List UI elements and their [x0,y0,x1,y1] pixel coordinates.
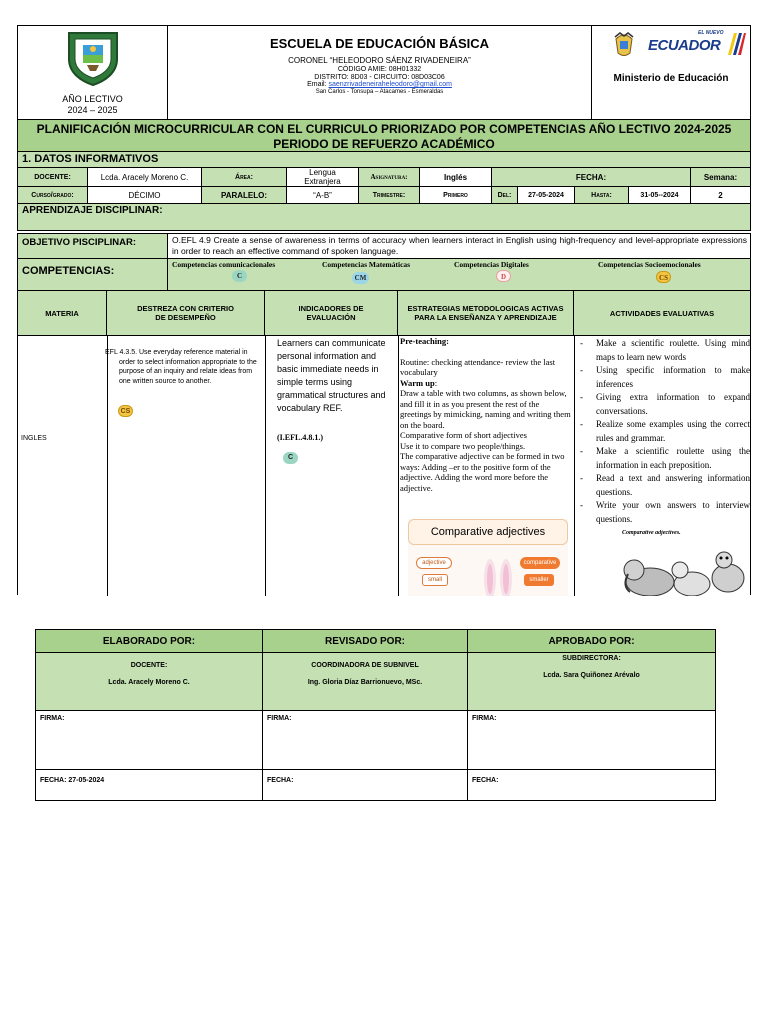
sig-col1-title: ELABORADO POR: [35,629,263,653]
actividad-item: - Write your own answers to interview questions. [576,499,750,526]
docente-label: DOCENTE: [17,167,88,187]
school-name: ESCUELA DE EDUCACIÓN BÁSICA [269,36,490,51]
smaller-tag: smaller [524,574,554,586]
fecha-label: FECHA: [491,167,691,187]
estrategia-paragraph-2: Comparative form of short adjectives [400,430,527,440]
sig-col3-firma [467,710,716,770]
sig-col3-firma-label: FIRMA: [472,715,497,722]
pre-teaching-title: Pre-teaching: [400,336,449,346]
sig-col2-role-cell [262,652,468,711]
aprendizaje-row [17,203,751,231]
competencia-digital-label: Competencias Digitales [454,260,529,269]
competencia-comunicacional-label: Competencias comunicacionales [172,260,276,269]
email-label: Email: [307,81,327,88]
sig-col2-fecha-label: FECHA: [267,777,294,784]
gov-logo-text: ECUADOR [648,37,721,54]
sig-col3-role-cell [467,652,716,711]
col-divider [398,336,399,596]
sig-col1-fecha-value: FECHA: 27-05-2024 [40,777,105,784]
destreza-competence-icon: CS [118,405,133,417]
asignatura-label: Asignatura: [358,167,420,187]
sig-col1-fecha [35,769,263,801]
datos-section-label: 1. DATOS INFORMATIVOS [22,153,159,165]
communication-competence-icon: C [232,270,247,282]
plan-period: PERIODO DE REFUERZO ACADÉMICO [273,137,495,151]
asignatura-value: Inglés [419,167,492,187]
sig-col3-fecha-label: FECHA: [472,777,499,784]
sig-col1-role-cell [35,652,263,711]
indicadores-ref: (I.EFL.4.8.1.) [277,433,323,442]
competencia-matematica [322,260,442,284]
semana-label: Semana: [690,167,751,187]
competencias-row [167,258,751,291]
digital-competence-icon: D [496,270,511,282]
socioemotional-competence-icon: CS [656,271,671,283]
sig-col3-role: SUBDIRECTORA: [562,655,621,662]
sig-col3-fecha [467,769,716,801]
warm-up-label: Warm up [400,377,435,388]
datos-section-title [17,151,751,168]
animals-illustration-icon [620,540,748,596]
aprendizaje-label: APRENDIZAJE DISCIPLINAR: [22,205,163,216]
comparative-image-title: Comparative adjectives [408,519,568,545]
school-year-caption [18,94,167,116]
gov-logo-small: EL NUEVO [698,30,724,36]
competencia-comunicacional [172,260,312,282]
small-tag: small [422,574,448,586]
routine-text: Routine: checking attendance- review the last vocabulary [400,356,556,377]
table-body-row [17,335,751,595]
objetivo-label: OBJETIVO PISCIPLINAR: [17,233,168,259]
indicadores-competence-icon: C [283,452,298,464]
actividad-item: - Using specific information to make inferences [576,364,750,391]
destreza-text: EFL 4.3.5. Use everyday reference material in order to select information appropriate to the purpose of an inquiry and relate ideas from one written source to another. [105,349,257,385]
paralelo-value: “A-B” [286,186,359,204]
sig-col2-firma-label: FIRMA: [267,715,292,722]
school-location: San Carlos - Tonsupa – Atacames - Esmeraldas [315,89,444,95]
header-school-cell [167,25,592,120]
area-value-line1: Lengua [309,168,336,177]
actividades-list [576,337,750,526]
header-logo-cell [17,25,168,120]
curso-value: DÉCIMO [87,186,202,204]
comparative-tag: comparative [520,557,560,569]
sig-col2-fecha [262,769,468,801]
col-header-materia: MATERIA [17,290,107,336]
district-info: DISTRITO: 8D03 - CIRCUITO: 08D03C06 [314,74,445,81]
gov-logo [646,30,746,55]
competencia-digital [454,260,574,282]
col-header-estrategias: ESTRATEGIAS METODOLOGICAS ACTIVAS PARA LA ENSEÑANZA Y APRENDIZAJE [397,290,574,336]
sig-col2-name: Ing. Gloria Díaz Barrionuevo, MSc. [307,679,423,686]
warm-up-title [400,378,572,389]
actividad-item: - Read a text and answering information questions. [576,472,750,499]
plan-title: PLANIFICACIÓN MICROCURRICULAR CON EL CURRICULO PRIORIZADO POR COMPETENCIAS AÑO LECTIVO 2024-2025 [36,122,732,136]
docente-value: Lcda. Aracely Moreno C. [87,167,202,187]
competencia-socioemocional-label: Competencias Socioemocionales [598,260,701,269]
header-ministry-cell [591,25,751,120]
competencia-socioemocional [598,260,748,283]
amie-code: CÓDIGO AMIE: 08H01332 [337,66,422,73]
actividad-item: - Make a scientific roulette using the information in each preposition. [576,445,750,472]
objetivo-text: O.EFL 4.9 Create a sense of awareness in terms of accuracy when learners interact in English using high-frequency and level-appropriate expressions in order to reach an effective command of spoken language. [167,233,751,259]
col-divider [574,336,575,596]
area-value-line2: Extranjera [304,177,341,186]
trimestre-label: Trimestre: [358,186,420,204]
semana-value: 2 [690,186,751,204]
school-subname: CORONEL “HELEODORO SÁENZ RIVADENEIRA” [288,56,471,65]
col-divider [265,336,266,596]
paralelo-label: PARALELO: [201,186,287,204]
sig-col1-role: DOCENTE: [130,662,168,669]
estrategias-block [400,336,572,493]
actividad-item: - Giving extra information to expand conversations. [576,391,750,418]
del-value: 27-05-2024 [517,186,575,204]
math-competence-icon: CM [352,272,369,284]
school-shield-icon [63,29,123,87]
warm-up-colon: : [434,377,438,388]
bunny-ears-icon [478,553,518,596]
area-value [286,167,359,187]
area-label: Área: [201,167,287,187]
curso-label: Curso/grado: [17,186,88,204]
hasta-label: Hasta: [574,186,629,204]
trimestre-value: Primero [419,186,492,204]
sig-col2-firma [262,710,468,770]
col-header-indicadores: INDICADORES DE EVALUACIÓN [264,290,398,336]
materia-value: INGLES [21,435,47,442]
animals-image-title: Comparative adjectives. [622,530,681,536]
col-header-destreza: DESTREZA CON CRITERIO DE DESEMPEÑO [106,290,265,336]
sig-col1-firma [35,710,263,770]
sig-col1-name: Lcda. Aracely Moreno C. [108,679,190,686]
ministry-name: Ministerio de Educación [613,73,729,84]
actividad-item: - Realize some examples using the correct rules and grammar. [576,418,750,445]
comparative-adjectives-image [408,519,568,596]
school-year-label: AÑO LECTIVO [62,94,123,104]
sig-col3-title: APROBADO POR: [467,629,716,653]
actividad-item: - Make a scientific roulette. Using mind maps to learn new words [576,337,750,364]
email-link[interactable]: saenzrivadeneiraheleodoro@gmail.com [328,81,452,88]
flag-stripes-icon [722,33,746,55]
adjective-tag: adjective [416,557,452,569]
sig-col2-title: REVISADO POR: [262,629,468,653]
del-label: Del: [491,186,518,204]
col-header-actividades: ACTIVIDADES EVALUATIVAS [573,290,751,336]
estrategia-paragraph-4: The comparative adjective can be formed in two ways: Adding –er to the positive form of the adjective. Adding the word more before the adjective. [400,451,565,493]
animals-image [618,530,748,596]
competencias-label: COMPETENCIAS: [17,258,168,291]
estrategia-paragraph-3: Use it to compare two people/things. [400,440,526,451]
email-line [168,81,591,88]
sig-col3-name: Lcda. Sara Quiñonez Arévalo [543,672,640,679]
estrategia-paragraph-1: Draw a table with two columns, as shown below, and fill it in as you present the rest of the greetings by mimicking, naming and writing them on the board. [400,388,571,430]
school-year-value: 2024 – 2025 [67,105,118,115]
sig-col2-role: COORDINADORA DE SUBNIVEL [311,662,419,669]
plan-title-block [17,119,751,152]
sig-col1-firma-label: FIRMA: [40,715,65,722]
hasta-value: 31-05--2024 [628,186,691,204]
indicadores-text: Learners can communicate personal information and basic immediate needs in simple terms using grammatical structures and vocabulary REF. [277,338,386,413]
competencia-matematica-label: Competencias Matemáticas [322,260,411,269]
ecuador-coat-of-arms-icon [612,31,636,59]
